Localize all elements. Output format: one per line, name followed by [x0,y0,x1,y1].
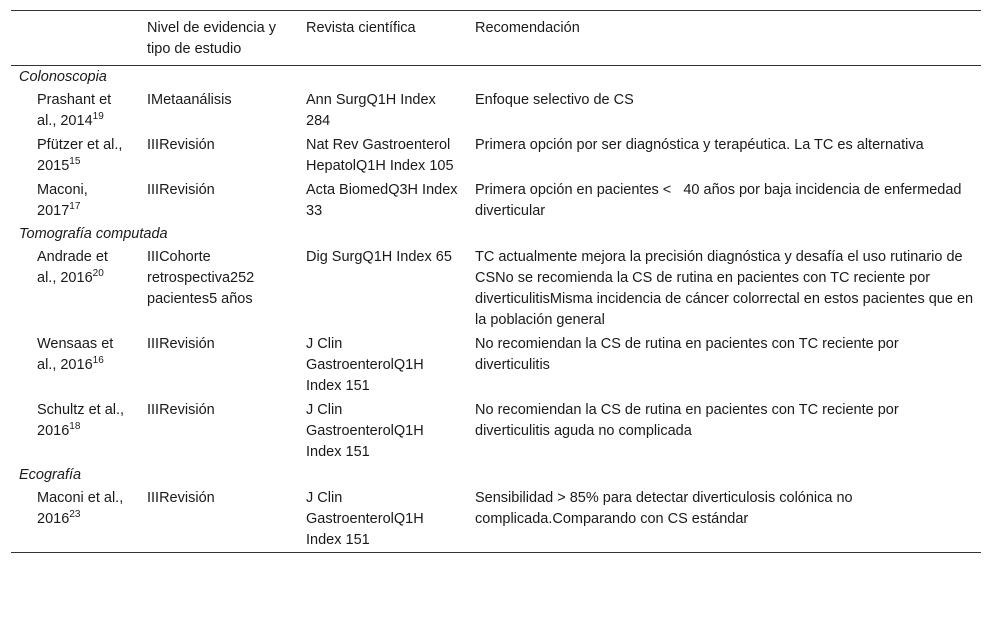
section-title: Ecografía [19,467,82,483]
table-row [11,245,981,332]
evidence-cell: IIIRevisión [147,137,215,153]
evidence-cell: IIICohorte retrospectiva252 pacientes5 años [147,249,255,307]
table-row [11,88,981,133]
author-cell [11,178,137,223]
journal-cell: J Clin GastroenterolQ1H Index 151 [306,490,424,548]
recommendation-cell: Primera opción por ser diagnóstica y terapéutica. La TC es alternativa [475,137,924,153]
evidence-cell: IIIRevisión [147,490,215,506]
section-title: Tomografía computada [19,226,168,242]
table-row [11,486,981,553]
author-name: Maconi, 2017 [37,182,88,219]
author-cell [11,245,137,332]
author-cell [11,332,137,398]
author-name: Andrade et al., 2016 [37,249,108,286]
table-row [11,332,981,398]
section-row-tomografia [11,223,981,245]
author-name: Schultz et al., 2016 [37,402,125,439]
table-row [11,398,981,464]
header-row [11,11,981,66]
header-author [11,11,137,66]
section-row-ecografia [11,464,981,486]
journal-cell: Dig SurgQ1H Index 65 [306,249,452,265]
author-name: Prashant et al., 2014 [37,92,112,129]
author-cell [11,133,137,178]
reference-number: 19 [92,111,104,123]
reference-number: 23 [69,509,81,521]
evidence-table [11,10,981,553]
author-cell [11,398,137,464]
evidence-cell: IIIRevisión [147,336,215,352]
reference-number: 17 [69,201,81,213]
journal-cell: J Clin GastroenterolQ1H Index 151 [306,402,424,460]
journal-cell: Ann SurgQ1H Index 284 [306,92,436,129]
table-row [11,178,981,223]
author-cell [11,88,137,133]
reference-number: 20 [92,268,104,280]
recommendation-cell: Sensibilidad > 85% para detectar diverticulosis colónica no complicada.Comparando con CS estándar [475,490,853,527]
journal-cell: Acta BiomedQ3H Index 33 [306,182,458,219]
recommendation-cell: Primera opción en pacientes < 40 años por baja incidencia de enfermedad diverticular [475,182,966,219]
section-row-colonoscopia [11,66,981,89]
author-name: Pfützer et al., 2015 [37,137,123,174]
recommendation-cell: TC actualmente mejora la precisión diagnóstica y desafía el uso rutinario de CSNo se recomienda la CS de rutina en pacientes con TC reciente por diverticulitisMisma incidencia de cáncer colorrectal en estos pacientes que en la población general [475,249,974,328]
author-cell [11,486,137,553]
section-title: Colonoscopia [19,69,107,85]
evidence-cell: IIIRevisión [147,182,215,198]
recommendation-cell: No recomiendan la CS de rutina en pacientes con TC reciente por diverticulitis [475,336,899,373]
header-recommendation: Recomendación [475,20,580,36]
recommendation-cell: No recomiendan la CS de rutina en pacientes con TC reciente por diverticulitis aguda no complicada [475,402,899,439]
recommendation-cell: Enfoque selectivo de CS [475,92,634,108]
reference-number: 15 [69,156,81,168]
table-row [11,133,981,178]
header-evidence: Nivel de evidencia y tipo de estudio [147,20,276,57]
reference-number: 16 [92,355,104,367]
evidence-cell: IMetaanálisis [147,92,232,108]
author-name: Maconi et al., 2016 [37,490,124,527]
header-journal: Revista científica [306,20,416,36]
reference-number: 18 [69,421,81,433]
author-name: Wensaas et al., 2016 [37,336,114,373]
evidence-cell: IIIRevisión [147,402,215,418]
journal-cell: J Clin GastroenterolQ1H Index 151 [306,336,424,394]
journal-cell: Nat Rev Gastroenterol HepatolQ1H Index 105 [306,137,454,174]
